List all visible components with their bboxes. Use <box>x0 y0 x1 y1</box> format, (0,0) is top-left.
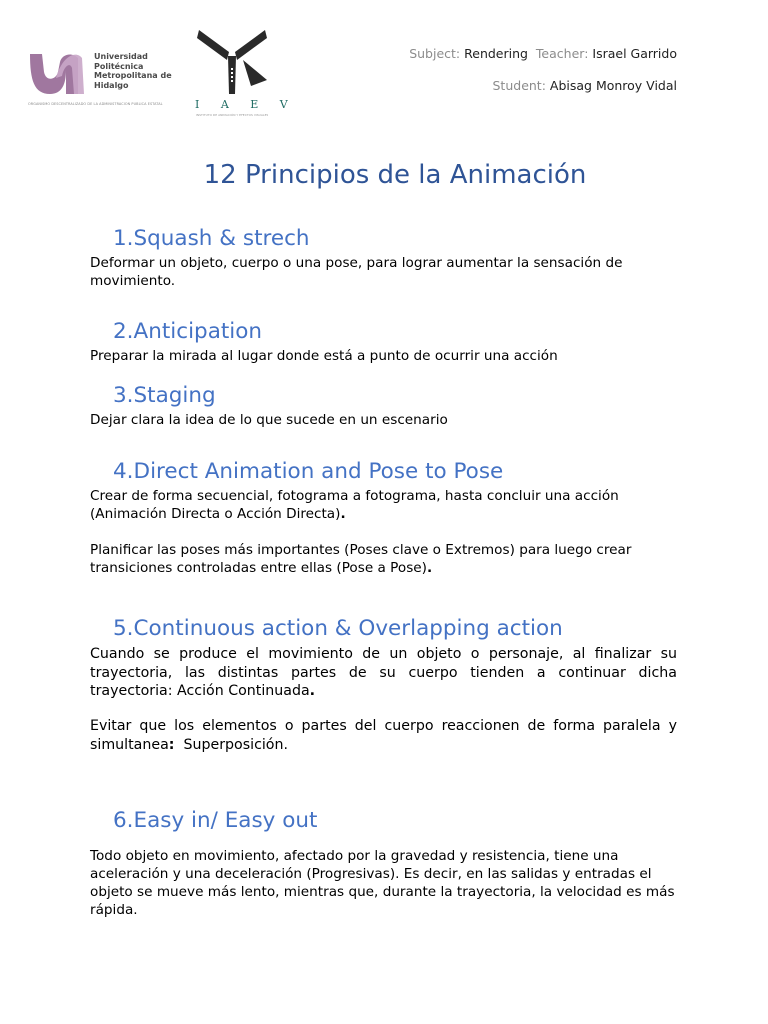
section-paragraph <box>90 645 677 701</box>
section-heading: 3.Staging <box>113 383 216 408</box>
teacher-label: Teacher: <box>535 46 589 61</box>
university-name <box>94 52 172 90</box>
subject-teacher-line <box>409 46 677 61</box>
bold-period: . <box>309 683 316 699</box>
iaev-letters: I A E V <box>195 98 297 111</box>
iaev-emblem-icon <box>193 26 271 96</box>
student-line <box>493 78 678 93</box>
subject-value: Rendering <box>464 46 528 61</box>
section-paragraph <box>90 487 677 523</box>
section-paragraph: Todo objeto en movimiento, afectado por la gravedad y resistencia, tiene una aceleración y una deceleración (Progresivas). Es decir, en las salidas y entradas el objeto se mueve más lento, mientras que, durante la trayectoria, la velocidad es más rápida. <box>90 848 675 918</box>
section-heading: 2.Anticipation <box>113 319 263 344</box>
section-heading: 1.Squash & strech <box>113 226 310 251</box>
university-name-line: Metropolitana de <box>94 71 172 81</box>
university-name-line: Hidalgo <box>94 80 129 90</box>
section-paragraph <box>90 541 677 577</box>
section-paragraph: Deformar un objeto, cuerpo o una pose, para lograr aumentar la sensación de movimiento. <box>90 255 623 289</box>
bold-colon: : <box>168 736 175 753</box>
student-value: Abisag Monroy Vidal <box>549 78 677 93</box>
paragraph-text: Evitar que los elementos o partes del cuerpo reaccionen de forma paralela y simultanea <box>90 718 677 753</box>
student-label: Student: <box>492 78 546 93</box>
section-paragraph: Preparar la mirada al lugar donde está a punto de ocurrir una acción <box>90 348 558 364</box>
paragraph-text: Planificar las poses más importantes (Poses clave o Extremos) para luego crear transiciones controladas entre ellas (Pose a Pose) <box>90 542 632 576</box>
bold-period: . <box>426 560 433 576</box>
paragraph-text: Crear de forma secuencial, fotograma a fotograma, hasta concluir una acción (Animación Directa o Acción Directa) <box>90 488 619 522</box>
upmh-emblem-icon <box>28 48 86 100</box>
subject-label: Subject: <box>409 46 461 61</box>
university-logo <box>28 48 172 110</box>
university-name-line: Politécnica <box>94 61 144 71</box>
university-name-line: Universidad <box>94 52 148 61</box>
iaev-subtitle: INSTITUTO DE ANIMACIÓN Y EFECTOS VISUALES <box>196 113 268 117</box>
section-heading: 6.Easy in/ Easy out <box>113 808 318 833</box>
section-paragraph: Dejar clara la idea de lo que sucede en un escenario <box>90 412 448 428</box>
iaev-logo <box>193 26 297 118</box>
document-title: 12 Principios de la Animación <box>203 160 587 190</box>
section-heading: 5.Continuous action & Overlapping action <box>113 616 563 641</box>
paragraph-text: Cuando se produce el movimiento de un objeto o personaje, al finalizar su trayectoria, las distintas partes de su cuerpo tienden a continuar dicha trayectoria: Acción Continuada <box>90 646 677 699</box>
university-tagline: ORGANISMO DESCENTRALIZADO DE LA ADMINISTRACIÓN PÚBLICA ESTATAL <box>28 102 163 106</box>
paragraph-text: Superposición. <box>183 736 288 753</box>
section-paragraph <box>90 717 677 754</box>
teacher-value: Israel Garrido <box>592 46 677 61</box>
bold-period: . <box>340 506 346 522</box>
section-heading: 4.Direct Animation and Pose to Pose <box>113 459 504 484</box>
